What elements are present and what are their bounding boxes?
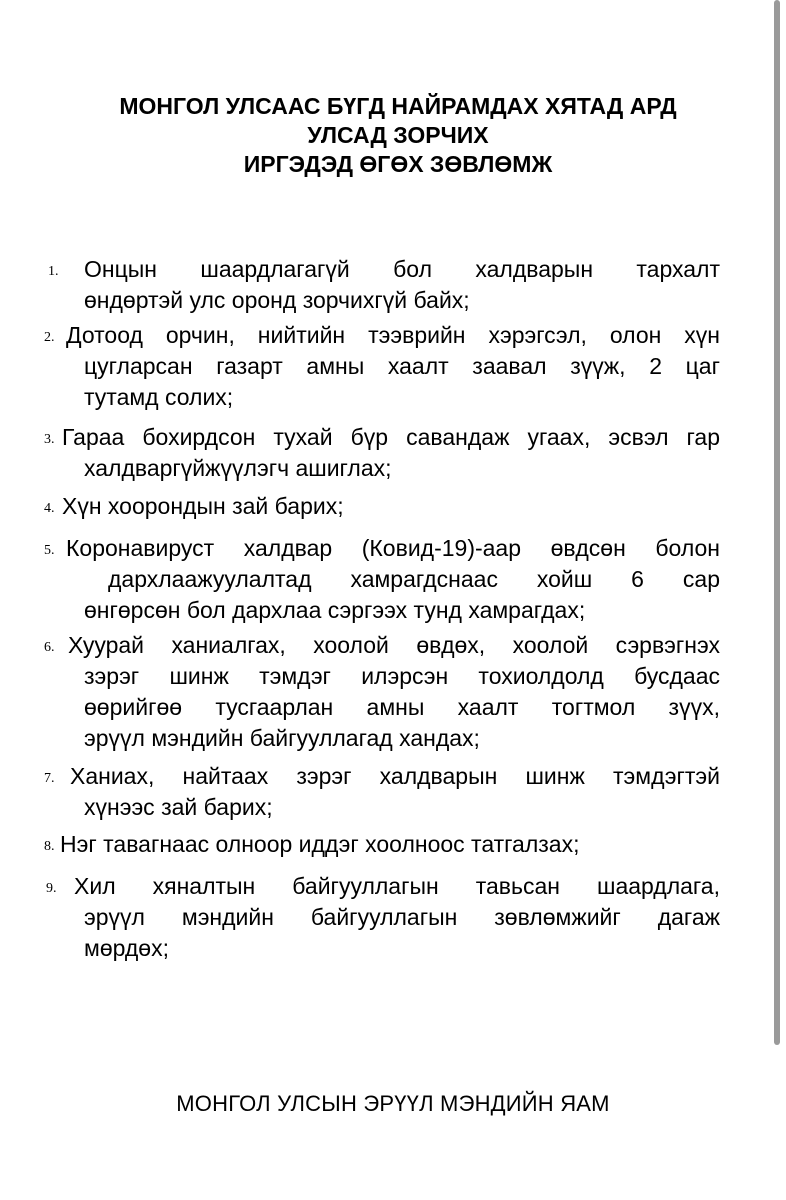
list-item [40, 422, 720, 484]
item-line: өнгөрсөн бол дархлаа сэргээх тунд хамрагдах; [84, 597, 586, 623]
list-item [40, 320, 720, 413]
item-number: 3. [44, 432, 55, 447]
item-line: цугларсан газарт амны хаалт заавал зүүж, 2 цаг [84, 353, 720, 379]
item-line: Гараа бохирдсон тухай бүр савандаж угаах, эсвэл гар [62, 424, 720, 450]
item-line: өндөртэй улс оронд зорчихгүй байх; [84, 287, 470, 313]
item-number: 1. [48, 264, 59, 279]
title-line: ИРГЭДЭД ӨГӨХ ЗӨВЛӨМЖ [243, 151, 553, 177]
item-line: Ханиах, найтаах зэрэг халдварын шинж тэмдэгтэй [70, 763, 720, 789]
list-item [40, 871, 720, 964]
item-line: эрүүл мэндийн байгууллагын зөвлөмжийг дагаж [84, 904, 720, 930]
item-number: 5. [44, 543, 55, 558]
item-line: мөрдөх; [84, 935, 169, 961]
item-line: Хуурай ханиалгах, хоолой өвдөх, хоолой сэрвэгнэх [68, 632, 720, 658]
list-item [40, 533, 720, 626]
item-line: Хүн хоорондын зай барих; [62, 493, 344, 519]
vertical-scrollbar[interactable] [774, 0, 780, 1045]
item-line: Коронавируст халдвар (Ковид-19)-аар өвдсөн болон [66, 535, 720, 561]
item-line: өөрийгөө тусгаарлан амны хаалт тогтмол зүүх, [84, 694, 720, 720]
item-line: халдваргүйжүүлэгч ашиглах; [84, 455, 392, 481]
title-line: УЛСАД ЗОРЧИХ [307, 122, 489, 148]
item-number: 2. [44, 330, 55, 345]
item-number: 4. [44, 501, 55, 516]
issuer-footer: МОНГОЛ УЛСЫН ЭРҮҮЛ МЭНДИЙН ЯАМ [176, 1091, 610, 1116]
item-line: зэрэг шинж тэмдэг илэрсэн тохиолдолд бусдаас [84, 663, 720, 689]
list-item [40, 761, 720, 823]
item-number: 9. [46, 881, 57, 896]
title-line: МОНГОЛ УЛСААС БҮГД НАЙРАМДАХ ХЯТАД АРД [119, 93, 677, 119]
item-line: Дотоод орчин, нийтийн тээврийн хэрэгсэл, олон хүн [66, 322, 720, 348]
item-line: эрүүл мэндийн байгууллагад хандах; [84, 725, 480, 751]
item-number: 7. [44, 771, 55, 786]
item-number: 6. [44, 640, 55, 655]
list-item [40, 630, 720, 754]
list-item [40, 491, 720, 522]
list-item [40, 829, 720, 860]
item-line: тутамд солих; [84, 384, 234, 410]
document-title [60, 92, 736, 179]
list-item [40, 254, 720, 316]
item-line: Хил хяналтын байгууллагын тавьсан шаардлага, [74, 873, 720, 899]
item-line: дархлаажуулалтад хамрагдснаас хойш 6 сар [108, 566, 720, 592]
item-line: Нэг тавагнаас олноор иддэг хоолноос татгалзах; [60, 831, 580, 857]
item-line: Онцын шаардлагагүй бол халдварын тархалт [84, 256, 720, 282]
item-line: хүнээс зай барих; [84, 794, 273, 820]
item-number: 8. [44, 839, 55, 854]
